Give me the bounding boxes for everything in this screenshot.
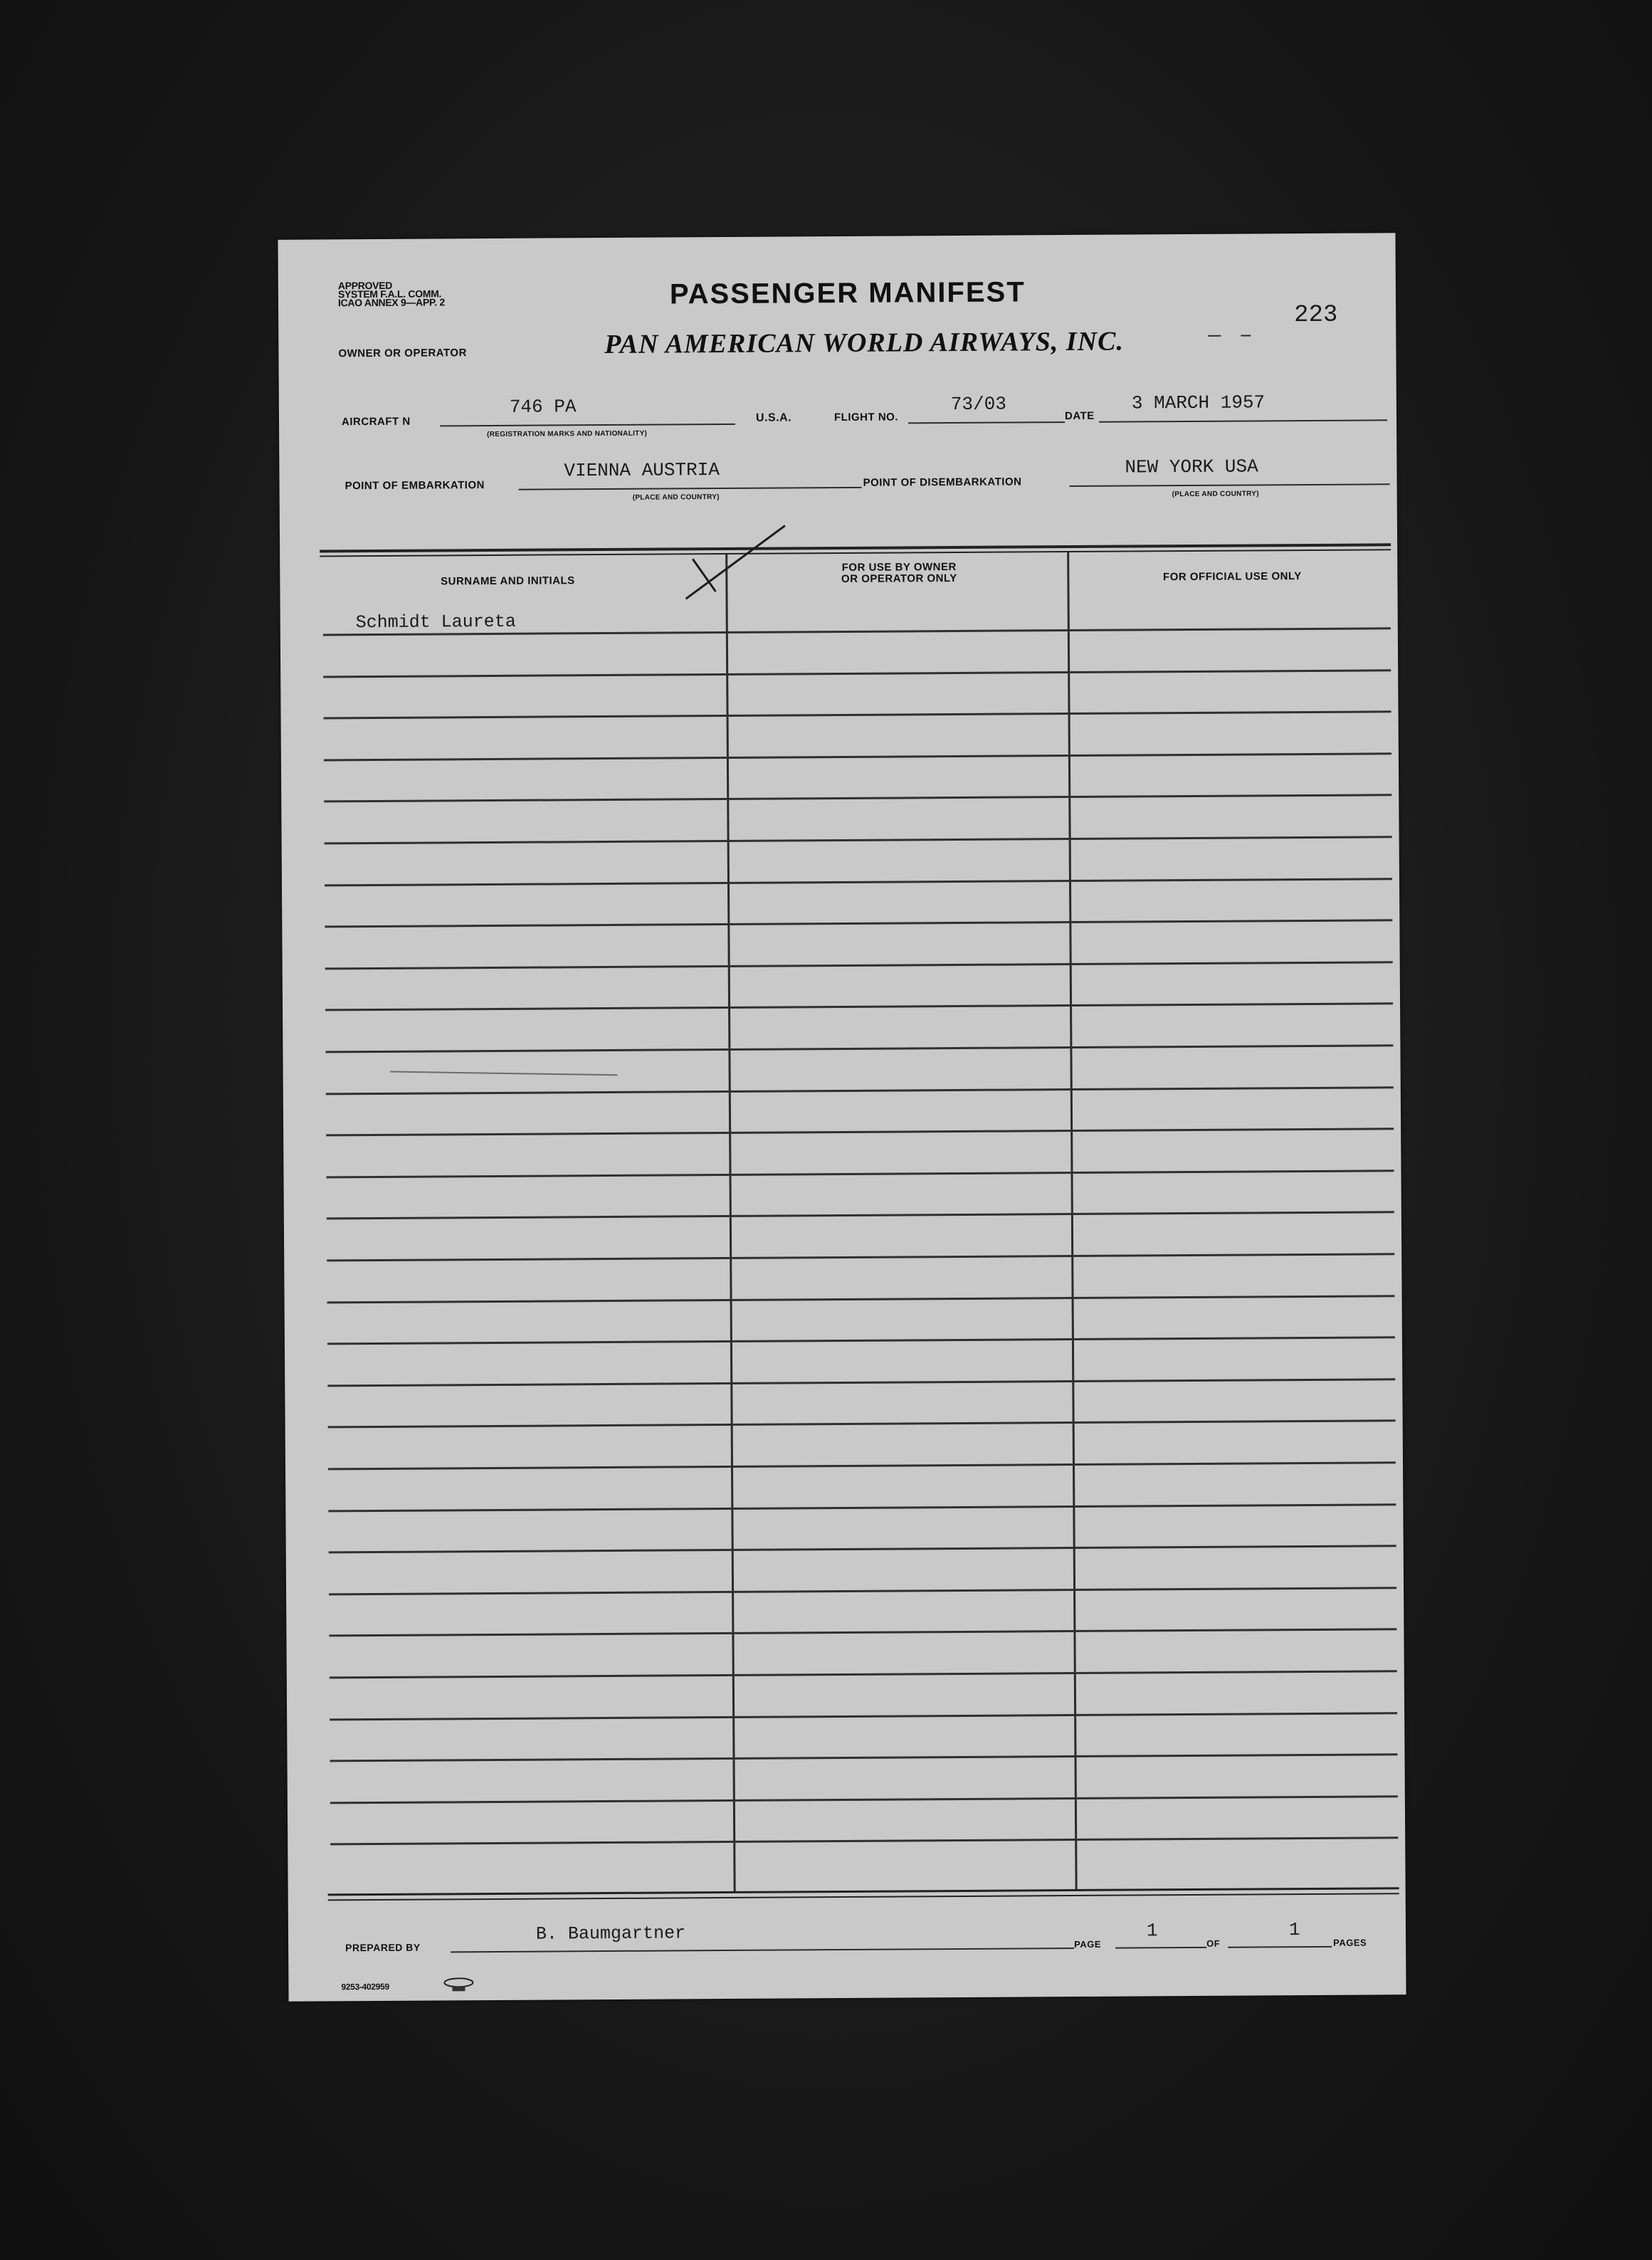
column-header-official: FOR OFFICIAL USE ONLY — [1162, 570, 1302, 584]
table-row-line — [325, 961, 1393, 969]
embarkation-label: POINT OF EMBARKATION — [344, 479, 485, 493]
sheet-number: 223 — [1294, 301, 1338, 330]
table-row-line — [329, 1545, 1396, 1553]
table-row-line — [327, 1295, 1395, 1303]
table-row-line — [326, 1128, 1394, 1136]
table-row-line — [325, 919, 1392, 927]
operator-name: PAN AMERICAN WORLD AIRWAYS, INC. — [604, 326, 1125, 360]
manifest-sheet — [278, 233, 1406, 2002]
table-row-line — [324, 710, 1391, 719]
check-mark — [678, 521, 793, 607]
column-header-surname: SURNAME AND INITIALS — [441, 574, 575, 588]
approval-line-2: SYSTEM F.A.L. COMM. — [337, 288, 442, 300]
form-code: 9253-402959 — [341, 1981, 389, 1992]
disembarkation-label: POINT OF DISEMBARKATION — [863, 475, 1022, 489]
table-row-line — [330, 1753, 1398, 1762]
registration-sublabel: (REGISTRATION MARKS AND NATIONALITY) — [487, 429, 648, 439]
embarkation-sublabel: (PLACE AND COUNTRY) — [632, 493, 720, 502]
pages-label: PAGES — [1333, 1937, 1367, 1948]
aircraft-label: AIRCRAFT N — [341, 415, 411, 429]
usa-label: U.S.A. — [755, 411, 792, 424]
table-row-line — [330, 1712, 1397, 1720]
table-row-line — [329, 1629, 1396, 1637]
owner-label: OWNER OR OPERATOR — [338, 347, 467, 360]
approval-line-1: APPROVED — [337, 279, 393, 292]
table-row-line — [327, 1212, 1394, 1220]
table-row-line — [330, 1795, 1398, 1804]
table-row-line — [328, 1461, 1396, 1470]
disembarkation-sublabel: (PLACE AND COUNTRY) — [1172, 490, 1259, 499]
table-row-line — [324, 794, 1391, 803]
disembarkation-value: NEW YORK USA — [1125, 456, 1258, 478]
aircraft-value: 746 PA — [509, 396, 577, 418]
pencil-mark — [390, 1071, 618, 1076]
table-row-line — [325, 1003, 1393, 1011]
pages-value: 1 — [1288, 1919, 1300, 1941]
table-row-line — [323, 669, 1391, 678]
union-label-icon — [439, 1975, 478, 1995]
prepared-value: B. Baumgartner — [535, 1923, 686, 1945]
table-row-line — [324, 752, 1391, 761]
of-label: OF — [1206, 1938, 1221, 1949]
prepared-label: PREPARED BY — [345, 1941, 421, 1954]
table-row-line — [328, 1503, 1396, 1512]
table-row-line — [325, 1044, 1393, 1053]
flight-label: FLIGHT NO. — [833, 411, 899, 424]
table-row-line — [326, 1170, 1394, 1178]
table-row-line — [329, 1587, 1396, 1595]
approval-line-3: ICAO ANNEX 9—APP. 2 — [337, 296, 445, 309]
passenger-name: Schmidt Laureta — [355, 611, 516, 634]
date-value: 3 MARCH 1957 — [1131, 391, 1266, 414]
page-value: 1 — [1146, 1920, 1158, 1942]
table-row-line — [330, 1837, 1398, 1846]
table-row-line — [328, 1420, 1396, 1429]
table-row-line — [330, 1670, 1397, 1678]
table-row-line — [325, 836, 1392, 844]
table-row-line — [325, 878, 1392, 886]
table-row-line — [327, 1253, 1394, 1261]
page-title: PASSENGER MANIFEST — [669, 276, 1026, 310]
date-label: DATE — [1064, 409, 1095, 423]
table-row-line — [327, 1336, 1395, 1345]
page-label: PAGE — [1074, 1938, 1102, 1950]
column-divider-1 — [725, 555, 735, 1893]
table-row-line — [326, 1086, 1394, 1095]
embarkation-value: VIENNA AUSTRIA — [564, 459, 720, 482]
column-header-operator: FOR USE BY OWNER OR OPERATOR ONLY — [841, 561, 957, 585]
table-row-line — [327, 1378, 1395, 1387]
column-divider-2 — [1067, 552, 1077, 1891]
flight-value: 73/03 — [950, 393, 1006, 416]
